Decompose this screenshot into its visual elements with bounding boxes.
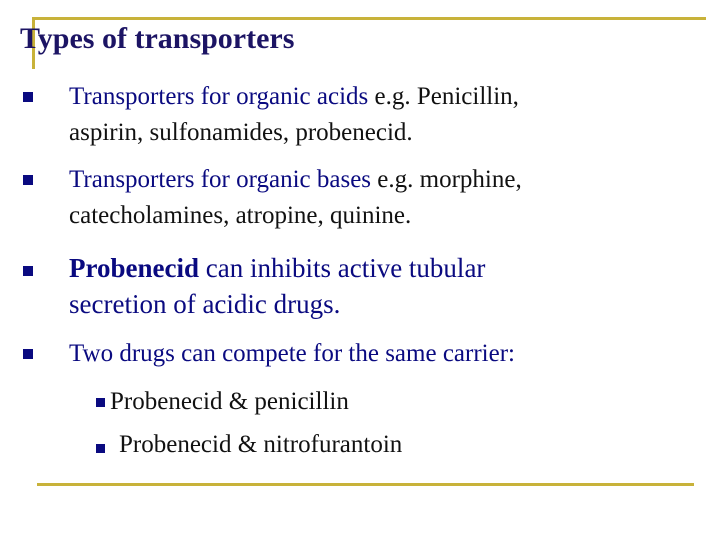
bullet-marker bbox=[23, 266, 33, 276]
bullet-1-line2: aspirin, sulfonamides, probenecid. bbox=[69, 119, 413, 146]
bullet-marker bbox=[23, 92, 33, 102]
bullet-1-black: e.g. Penicillin, bbox=[368, 83, 519, 110]
bullet-3-rest: can inhibits active tubular bbox=[199, 253, 486, 283]
top-rule bbox=[32, 17, 706, 20]
bullet-1-blue: Transporters for organic acids bbox=[69, 83, 369, 110]
bullet-4-line1: Two drugs can compete for the same carrier: bbox=[69, 340, 515, 367]
sub-bullet-1-text: Probenecid & penicillin bbox=[110, 388, 349, 415]
sub-bullet-marker bbox=[96, 398, 105, 407]
bottom-rule bbox=[37, 483, 694, 486]
bullet-1-text bbox=[69, 79, 699, 151]
bullet-3-line2: secretion of acidic drugs. bbox=[69, 289, 341, 319]
bullet-2-blue: Transporters for organic bases bbox=[69, 166, 372, 193]
bullet-2-black: e.g. morphine, bbox=[371, 166, 522, 193]
bullet-marker bbox=[23, 349, 33, 359]
sub-bullet-marker bbox=[96, 444, 105, 453]
bullet-2-line2: catecholamines, atropine, quinine. bbox=[69, 202, 412, 229]
bullet-marker bbox=[23, 175, 33, 185]
bullet-2-text bbox=[69, 162, 699, 234]
sub-bullet-2-text: Probenecid & nitrofurantoin bbox=[119, 431, 403, 458]
slide-title: Types of transporters bbox=[20, 22, 295, 55]
bullet-3-bold: Probenecid bbox=[69, 253, 199, 283]
bullet-4-text bbox=[69, 336, 699, 372]
bullet-3-text bbox=[69, 250, 699, 322]
